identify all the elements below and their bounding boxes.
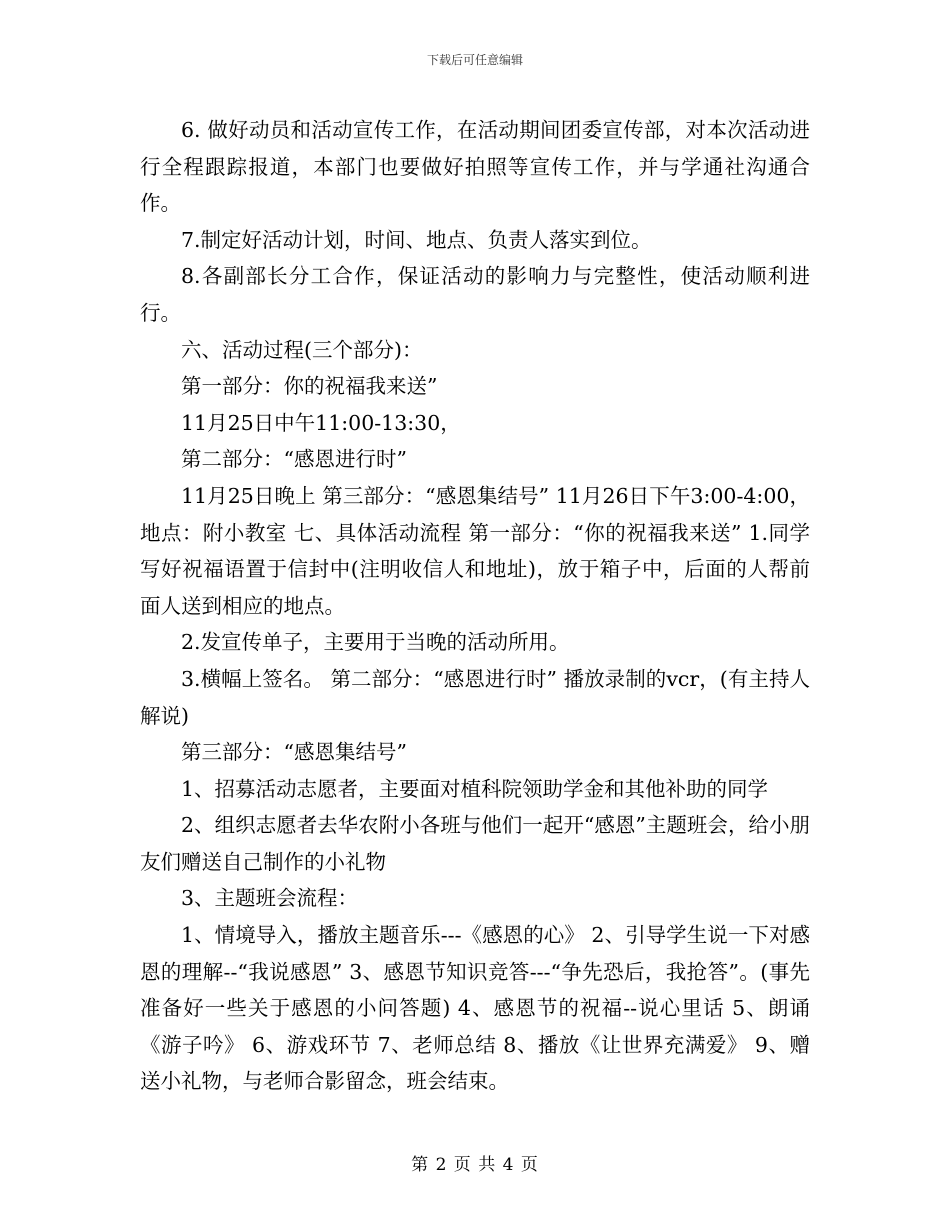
part-three-heading: 第三部分：“感恩集结号” (181, 740, 407, 765)
schedule-and-flow-paragraph: 11月25日晚上 第三部分：“感恩集结号” 11月26日下午3:00-4:00，地点：附小教室 七、具体活动流程 第一部分：“你的祝福我来送” 1.同学写好祝福语置于信封中(注明收信人和地址)，放于箱子中，后面的人帮前面人送到相应的地点。 (140, 483, 810, 618)
paragraph-item-7: 7.制定好活动计划，时间、地点、负责人落实到位。 (181, 227, 652, 252)
flow-item-2: 2.发宣传单子，主要用于当晚的活动所用。 (181, 630, 570, 655)
part-three-item-2: 2、组织志愿者去华农附小各班与他们一起开“感恩”主题班会，给小朋友们赠送自己制作的小礼物 (140, 813, 810, 874)
part-two-heading: 第二部分：“感恩进行时” (181, 447, 407, 472)
document-body (140, 112, 810, 1100)
part-one-heading: 第一部分：你的祝福我来送” (181, 374, 438, 399)
section-heading-activity-process: 六、活动过程(三个部分)： (181, 337, 423, 362)
class-meeting-flow-paragraph: 1、情境导入，播放主题音乐---《感恩的心》 2、引导学生说一下对感恩的理解--“我说感恩” 3、感恩节知识竞答---“争先恐后，我抢答”。(事先准备好一些关于感恩的小问答题) 4、感恩节的祝福--说心里话 5、朗诵《游子吟》 6、游戏环节 7、老师总结 8、播放《让世界充满爱》 9、赠送小礼物，与老师合影留念，班会结束。 (140, 923, 810, 1094)
page-header-note: 下载后可任意编辑 (426, 53, 523, 67)
paragraph-item-6: 6. 做好动员和活动宣传工作，在活动期间团委宣传部，对本次活动进行全程跟踪报道，本部门也要做好拍照等宣传工作，并与学通社沟通合作。 (140, 118, 810, 216)
part-three-item-3: 3、主题班会流程： (181, 886, 359, 911)
part-one-time: 11月25日中午11:00-13:30， (181, 410, 461, 435)
paragraph-item-8: 8.各副部长分工合作，保证活动的影响力与完整性，使活动顺利进行。 (140, 264, 810, 325)
part-three-item-1: 1、招募活动志愿者，主要面对植科院领助学金和其他补助的同学 (181, 776, 769, 801)
flow-item-3: 3.横幅上签名。 第二部分：“感恩进行时” 播放录制的vcr，(有主持人解说) (140, 666, 810, 728)
page-number-footer: 第 2 页 共 4 页 (411, 1155, 539, 1175)
